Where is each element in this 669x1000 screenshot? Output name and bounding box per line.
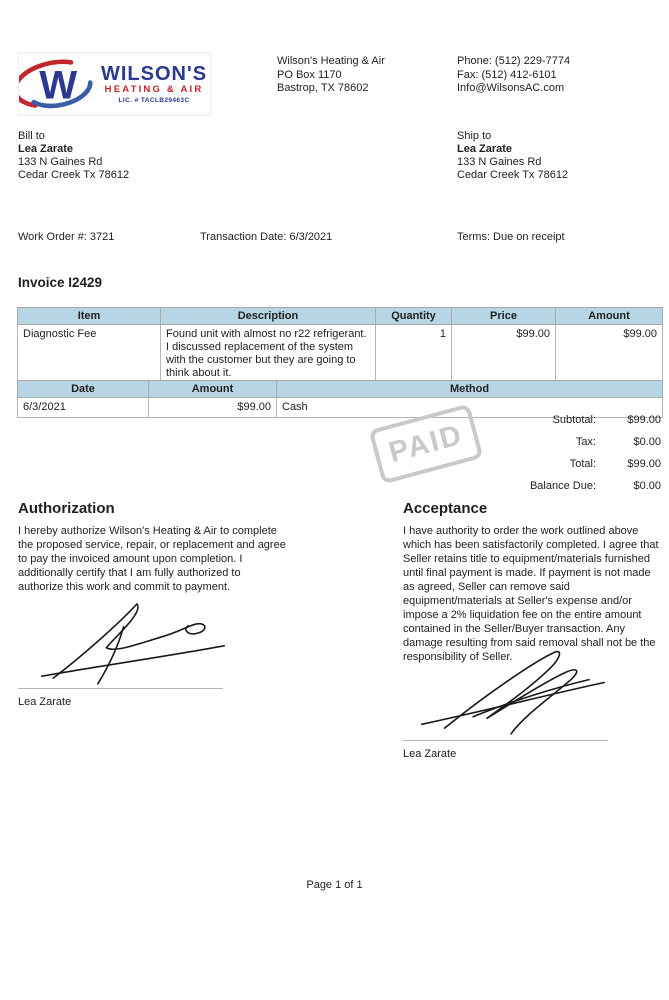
description-cell: Found unit with almost no r22 refrigerant. I discussed replacement of the system with the customer but they are going to think about it.	[161, 325, 376, 384]
logo-name: WILSON'S	[101, 62, 208, 85]
payments-header-date: Date	[18, 381, 149, 398]
authorization-section	[18, 500, 288, 594]
items-header-amount: Amount	[556, 308, 663, 325]
company-contact-block	[457, 55, 570, 96]
payment-terms: Terms: Due on receipt	[457, 231, 565, 243]
bill-to-name: Lea Zarate	[18, 143, 74, 155]
logo-wordmark	[101, 64, 207, 105]
bill-to-address2: Cedar Creek Tx 78612	[18, 169, 130, 181]
acceptance-body: I have authority to order the work outlined above which has been satisfactorily completed. I agree that Seller retains title to equipment/materials furnished until final payment is made. If payment is not made as agreed, Seller can remove said equipment/materials at Seller's expense and/or impose a 2% liquidation fee on the entire amount contained in the Seller/Buyer transaction. Any damage resulting from said removal shall not be the responsibility of Seller.	[403, 525, 659, 663]
company-phone: Phone: (512) 229-7774	[457, 55, 571, 67]
total-label: Total:	[569, 458, 596, 470]
authorization-signature-line	[18, 688, 223, 689]
company-fax: Fax: (512) 412-6101	[457, 68, 557, 81]
balance-due-row	[380, 480, 661, 492]
company-email: Info@WilsonsAC.com	[457, 82, 565, 94]
authorization-signer-name: Lea Zarate	[18, 696, 72, 708]
ship-to-address1: 133 N Gaines Rd	[457, 156, 542, 168]
total-value: $99.00	[627, 458, 661, 470]
ship-to-address2: Cedar Creek Tx 78612	[457, 169, 569, 181]
payments-header-amount: Amount	[149, 381, 277, 398]
items-header-description: Description	[161, 308, 376, 325]
items-header-price: Price	[452, 308, 556, 325]
work-order-number: Work Order #: 3721	[18, 231, 115, 243]
acceptance-title: Acceptance	[403, 500, 488, 517]
transaction-date: Transaction Date: 6/3/2021	[200, 231, 333, 243]
bill-to-address1: 133 N Gaines Rd	[18, 156, 103, 168]
bill-to-block	[18, 130, 129, 182]
items-table-header-row	[18, 308, 663, 325]
tax-value: $0.00	[633, 436, 661, 448]
balance-due-value: $0.00	[633, 480, 661, 492]
payment-date-cell: 6/3/2021	[18, 398, 149, 418]
logo-monogram: W	[39, 62, 78, 108]
company-address-block	[277, 55, 385, 96]
subtotal-value: $99.00	[627, 414, 661, 426]
quantity-cell: 1	[376, 325, 452, 384]
company-address2: Bastrop, TX 78602	[277, 82, 369, 94]
acceptance-signature-line	[403, 740, 608, 741]
logo-tagline: HEATING & AIR	[104, 83, 204, 95]
payments-header-method: Method	[277, 381, 663, 398]
item-cell: Diagnostic Fee	[18, 325, 161, 384]
acceptance-signer-name: Lea Zarate	[403, 748, 457, 760]
items-header-item: Item	[18, 308, 161, 325]
company-logo	[18, 52, 212, 116]
balance-due-label: Balance Due:	[529, 480, 596, 492]
authorization-title: Authorization	[18, 500, 115, 517]
subtotal-label: Subtotal:	[552, 414, 596, 426]
logo-w-swoosh-icon	[19, 54, 103, 114]
payment-amount-cell: $99.00	[149, 398, 277, 418]
items-table	[17, 307, 663, 384]
company-address1: PO Box 1170	[277, 68, 342, 81]
authorization-body: I hereby authorize Wilson's Heating & Air to complete the proposed service, repair, or replacement and agree to pay the invoiced amount upon completion. I additionally certify that I am fully authorized to authorize this work and commit to payment.	[18, 525, 286, 593]
payments-table	[17, 380, 663, 418]
acceptance-section	[403, 500, 663, 664]
bill-to-label: Bill to	[18, 130, 45, 142]
paid-stamp: PAID	[369, 403, 484, 484]
table-row	[18, 325, 663, 384]
ship-to-block	[457, 130, 568, 182]
logo-license: LIC. # TACLB29463C	[118, 96, 190, 104]
payments-table-header-row	[18, 381, 663, 398]
amount-cell: $99.00	[556, 325, 663, 384]
payment-method-cell: Cash	[277, 398, 663, 418]
acceptance-signature	[418, 648, 608, 736]
items-header-quantity: Quantity	[376, 308, 452, 325]
tax-label: Tax:	[575, 436, 596, 448]
authorization-signature	[38, 598, 228, 686]
price-cell: $99.00	[452, 325, 556, 384]
ship-to-label: Ship to	[457, 130, 492, 142]
company-name: Wilson's Heating & Air	[277, 55, 385, 67]
page-number: Page 1 of 1	[306, 879, 363, 891]
ship-to-name: Lea Zarate	[457, 143, 513, 155]
invoice-title: Invoice I2429	[18, 275, 103, 290]
